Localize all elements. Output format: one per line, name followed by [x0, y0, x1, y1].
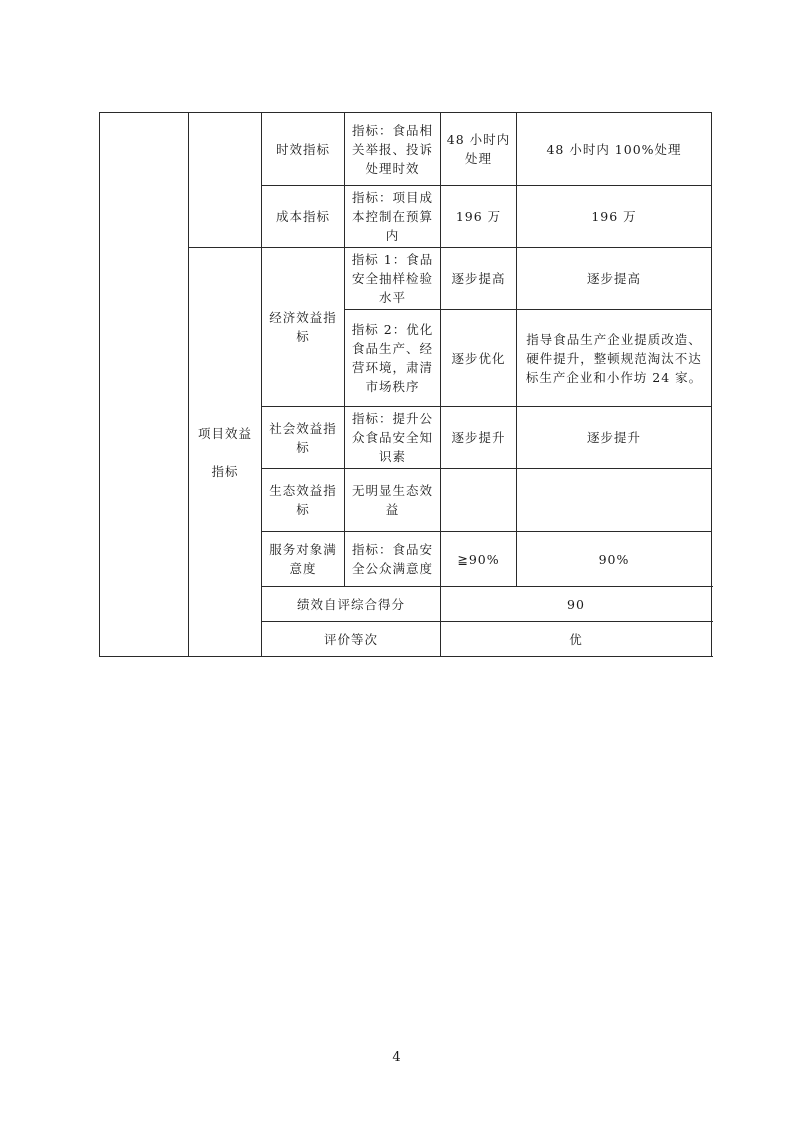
indicator-desc-cell: 指标：食品相关举报、投诉处理时效	[345, 113, 441, 186]
econ-name-cell: 经济效益指标	[262, 248, 345, 407]
page-number: 4	[392, 1050, 401, 1065]
indicator-name-cell: 时效指标	[262, 113, 345, 186]
actual-cell: 48 小时内 100%处理	[517, 113, 712, 186]
outer-category-cell	[100, 113, 189, 657]
indicator-desc-cell: 指标 2：优化食品生产、经营环境，肃清市场秩序	[345, 310, 441, 407]
target-cell: 逐步提高	[441, 248, 517, 310]
score-label-cell: 绩效自评综合得分	[262, 587, 441, 622]
target-cell: 逐步提升	[441, 407, 517, 469]
target-cell: 逐步优化	[441, 310, 517, 407]
benefit-category-cell: 项目效益 指标	[189, 248, 262, 657]
actual-cell: 90%	[517, 532, 712, 587]
indicator-name-cell: 生态效益指标	[262, 469, 345, 532]
indicator-name-cell: 成本指标	[262, 186, 345, 248]
target-cell: 48 小时内处理	[441, 113, 517, 186]
indicator-desc-cell: 指标：提升公众食品安全知识素	[345, 407, 441, 469]
actual-cell: 196 万	[517, 186, 712, 248]
target-cell	[441, 469, 517, 532]
actual-cell: 指导食品生产企业提质改造、硬件提升，整顿规范淘汰不达标生产企业和小作坊 24 家。	[517, 310, 712, 407]
indicator-desc-cell: 指标：食品安全公众满意度	[345, 532, 441, 587]
performance-table	[99, 112, 712, 657]
actual-cell	[517, 469, 712, 532]
table-row-time	[100, 113, 712, 186]
grade-label-cell: 评价等次	[262, 622, 441, 657]
actual-cell: 逐步提高	[517, 248, 712, 310]
indicator-name-cell: 社会效益指标	[262, 407, 345, 469]
indicator-desc-cell: 指标：项目成本控制在预算内	[345, 186, 441, 248]
target-cell: 196 万	[441, 186, 517, 248]
indicator-desc-cell: 无明显生态效益	[345, 469, 441, 532]
actual-cell: 逐步提升	[517, 407, 712, 469]
indicator-name-cell: 服务对象满意度	[262, 532, 345, 587]
table-row-econ1	[100, 248, 712, 310]
grade-value-cell: 优	[441, 622, 712, 657]
output-category-cell	[189, 113, 262, 248]
score-value-cell: 90	[441, 587, 712, 622]
indicator-desc-cell: 指标 1：食品安全抽样检验水平	[345, 248, 441, 310]
target-cell: ≧90%	[441, 532, 517, 587]
